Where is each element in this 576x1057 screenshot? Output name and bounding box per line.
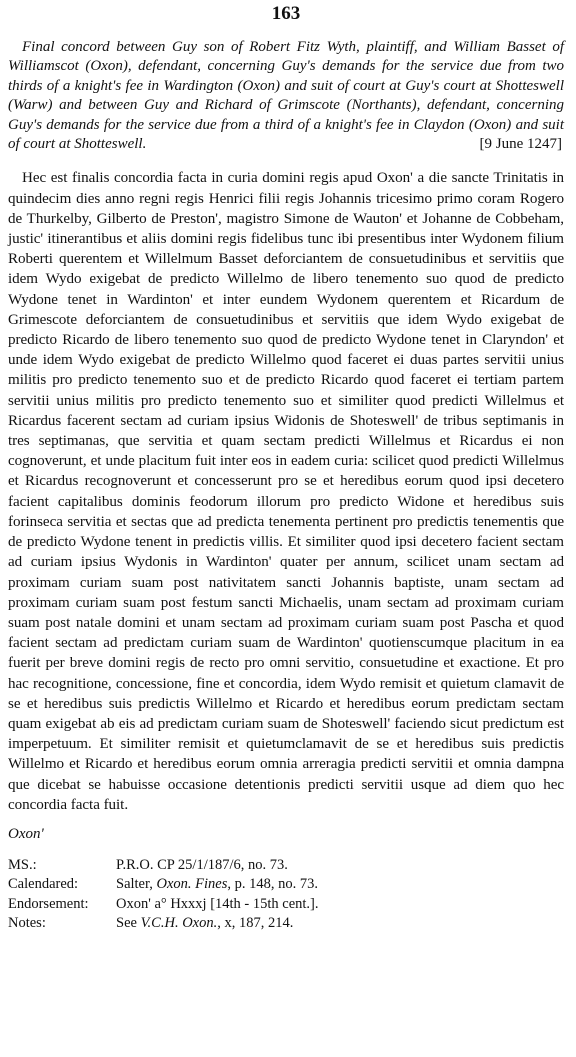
metadata-block (8, 856, 564, 934)
summary-text: Final concord between Guy son of Robert Fitz Wyth, plaintiff, and William Basset of Williamscot (Oxon), defendant, concerning Guy's demands for the service due from two thirds of a knight's fee in Wardington (Oxon) and suit of court at Guy's court at Shotteswell (Warw) and between Guy and Richard of Grimscote (Northants), defendant, concerning Guy's demands for the service due from a third of a knight's fee in Claydon (Oxon) and suit of court at Shotteswell. (8, 39, 564, 153)
metadata-value-calendared (116, 875, 564, 895)
calendared-reference: , p. 148, no. 73. (227, 876, 318, 893)
county-label: Oxon' (8, 825, 44, 842)
metadata-key-notes: Notes: (8, 915, 46, 932)
document-summary (8, 38, 564, 154)
metadata-row-calendared (8, 875, 564, 895)
document-date: [9 June 1247] (479, 136, 562, 153)
page-number: 163 (271, 3, 301, 24)
calendared-title: Oxon. Fines (156, 876, 228, 893)
metadata-key-endorsement: Endorsement: (8, 895, 89, 912)
document-body: Hec est finalis concordia facta in curia domini regis apud Oxon' a die sancte Trinitatis in quindecim dies anno regni regis Henrici filii regis Johannis tricesimo primo coram Rogero de Thurkelby, Gilberto de Preston', magistro Simone de Wauton' et Johanne de Cobbeham, justic' itinerantibus et aliis domini regis fidelibus tunc ibi presentibus inter Wydonem filium Roberti querentem et Willelmum Basset deforciantem de consuetudinibus et servitiis que idem Wydo exigebat de predicto Willelmo de libero tenemento suo quod de predicto Wydone tenet in Wardinton' et inter eundem Wydonem querentem et Ricardum de Grimescote deforciantem de consuetudinibus et servitiis que idem Wydo exigebat de predicto Ricardo de libero tenemento suo quod de predicto Wydone tenet in Claryndon' et unde idem Wydo exigebat de predicto Willelmo quod faceret ei duas partes servitii unius militis pro predicto tenemento suo et de predicto Ricardo quod faceret ei tertiam partem servitii unius militis pro predicto tenemento suo et similiter quod predicti Willelmus et Ricardus facerent sectam ad curiam ipsius Widonis de Shoteswell' de tribus septimanis in tres septimanas, que servitia et quam sectam predicti Willelmus et Ricardus ei non cognoverunt, et unde placitum fuit inter eos in eadem curia: scilicet quod predicti Willelmus et Ricardus recognoverunt et concesserunt pro se et heredibus eorum quod ipsi decetero facient capitalibus dominis feodorum illorum pro predicto Widone et heredibus suis forinseca servitia et sectas que ad predicta tenementa pertinent pro predictis tenementis que de predicto Wydone tenent in predictis villis. Et similiter quod ipsi decetero facient sectam ad curiam ipsius Wydonis in Wardinton' quater per annum, scilicet unam sectam ad proximam curiam suam post nativitatem sancti Johannis baptiste, unam sectam ad proximam curiam suam post festum sancti Michaelis, unam sectam ad proximam curiam suam post natale domini et unam sectam ad proximam curiam suam post Pascha et quod facient sectam ad predictam curiam suam de Wardinton' quotienscumque placitum in ea fuerit per breve domini regis de recto pro omni servitio, consuetudine et exactione. Et pro hac recognitione, concessione, fine et concordia, idem Wydo remisit et quietum clamavit de se et heredibus suis predictis Willelmo et Ricardo et heredibus eorum predictam sectam quam exigebat ab eis ad predictam curiam suam de Shoteswell' faciendo sicut predictum est imperpetuum. Et similiter remisit et quietumclamavit de se et heredibus suis predictis Willelmo et Ricardo et heredibus eorum omnia arreragia predicti servitii et omnia dampna que dicebat se habuisse occasione detentionis predicti servitii usque ad diem quo hec concordia facta fuit. (8, 170, 564, 813)
metadata-key-ms: MS.: (8, 856, 37, 873)
metadata-value-endorsement: Oxon' a° Hxxxj [14th - 15th cent.]. (116, 895, 319, 912)
metadata-value-notes (116, 914, 564, 934)
metadata-row-notes (8, 914, 564, 934)
notes-prefix: See (116, 915, 137, 932)
notes-reference: , x, 187, 214. (217, 915, 294, 932)
calendared-author: Salter, (116, 876, 153, 893)
notes-title: V.C.H. Oxon. (140, 915, 218, 932)
metadata-row-ms (8, 856, 564, 876)
metadata-key-calendared: Calendared: (8, 876, 79, 893)
metadata-value-ms: P.R.O. CP 25/1/187/6, no. 73. (116, 856, 288, 873)
metadata-row-endorsement (8, 895, 564, 915)
